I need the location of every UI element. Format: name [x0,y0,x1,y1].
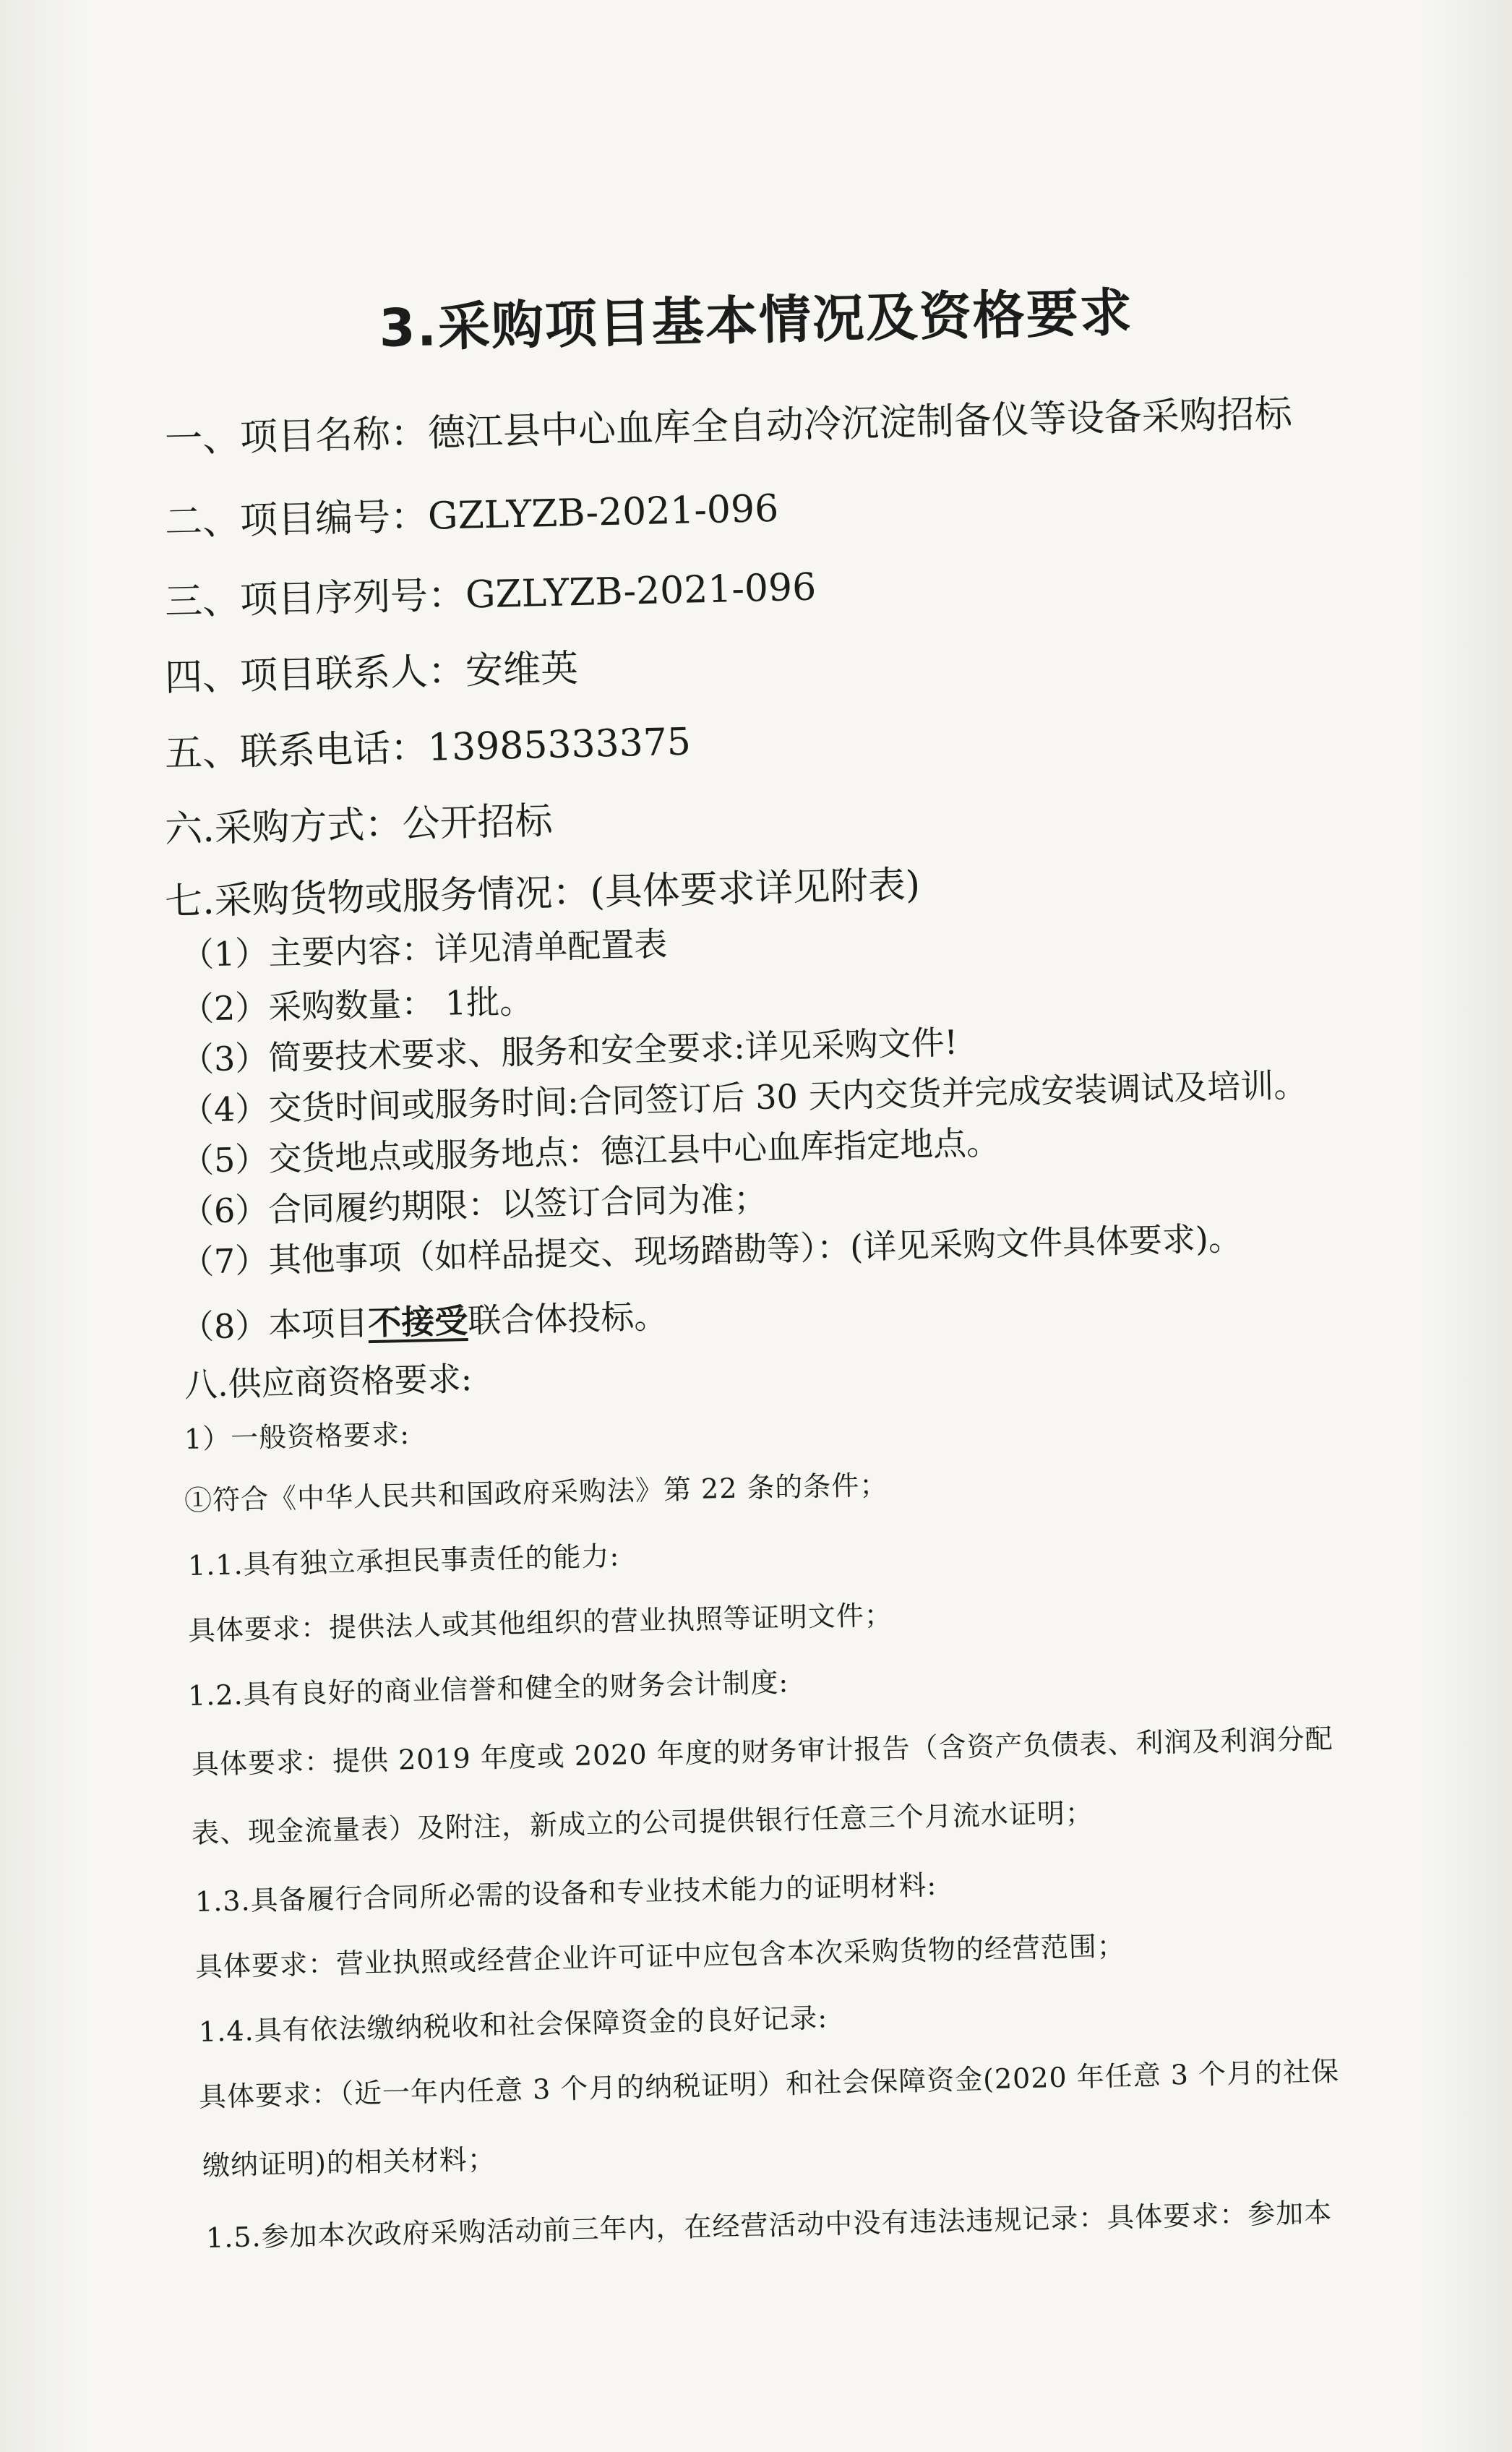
goods-item-6: （6）合同履约期限：以签订合同为准； [180,1178,768,1231]
goods-item-8-prefix: （8）本项目 [180,1303,369,1347]
project-contact: 四、项目联系人：安维英 [164,647,579,700]
clause-1-3: 1.3.具备履行合同所必需的设备和专业技术能力的证明材料: [194,1869,937,1918]
goods-item-8 [180,1290,668,1349]
clause-1-2: 1.2.具有良好的商业信誉和健全的财务会计制度: [187,1666,789,1712]
goods-item-7: （7）其他事项（如样品提交、现场踏勘等）：(详见采购文件具体要求)。 [180,1218,1242,1282]
general-qualification: 1）一般资格要求: [184,1418,411,1455]
clause-1-5: 1.5.参加本次政府采购活动前三年内，在经营活动中没有违法违规记录：具体要求：参加本 [205,2196,1333,2254]
contact-phone: 五、联系电话：13985333375 [164,720,692,776]
goods-item-5: （5）交货地点或服务地点：德江县中心血库指定地点。 [180,1123,1000,1180]
project-code: 二、项目编号：GZLYZB-2021-096 [164,486,779,544]
goods-item-2: （2）采购数量： 1批。 [180,981,533,1029]
procurement-method: 六.采购方式：公开招标 [164,799,554,852]
goods-item-3: （3）简要技术要求、服务和安全要求:详见采购文件! [180,1022,958,1079]
procurement-law-clause: ①符合《中华人民共和国政府采购法》第 22 条的条件； [184,1468,888,1517]
clause-1-2-requirement-cont: 表、现金流量表）及附注，新成立的公司提供银行任意三个月流水证明； [191,1796,1094,1849]
clause-1-4: 1.4.具有依法缴纳税收和社会保障资金的良好记录: [198,2002,828,2048]
clause-1-3-requirement: 具体要求：营业执照或经营企业许可证中应包含本次采购货物的经营范围； [194,1929,1126,1983]
qualification-title: 八.供应商资格要求: [184,1358,473,1405]
clause-1-4-requirement-cont: 缴纳证明)的相关材料； [202,2143,497,2182]
clause-1-1: 1.1.具有独立承担民事责任的能力: [187,1540,620,1582]
project-serial: 三、项目序列号：GZLYZB-2021-096 [164,565,817,624]
clause-1-2-requirement: 具体要求：提供 2019 年度或 2020 年度的财务审计报告（含资产负债表、利润及利润分配 [191,1723,1333,1780]
project-name: 一、项目名称：德江县中心血库全自动冷沉淀制备仪等设备采购招标 [164,392,1293,461]
document-title: 3.采购项目基本情况及资格要求 [378,282,1134,359]
goods-section-title: 七.采购货物或服务情况：(具体要求详见附表) [164,863,921,924]
goods-item-1: （1）主要内容：详见清单配置表 [180,924,668,974]
not-accepted-emphasis: 不接受 [367,1300,468,1343]
clause-1-1-requirement: 具体要求：提供法人或其他组织的营业执照等证明文件； [187,1598,893,1647]
goods-item-4: （4）交货时间或服务时间:合同签订后 30 天内交货并完成安装调试及培训。 [180,1065,1307,1130]
clause-1-4-requirement: 具体要求：（近一年内任意 3 个月的纳税证明）和社会保障资金(2020 年任意 3 个月的社保 [198,2055,1340,2113]
goods-item-8-suffix: 联合体投标。 [467,1296,668,1340]
